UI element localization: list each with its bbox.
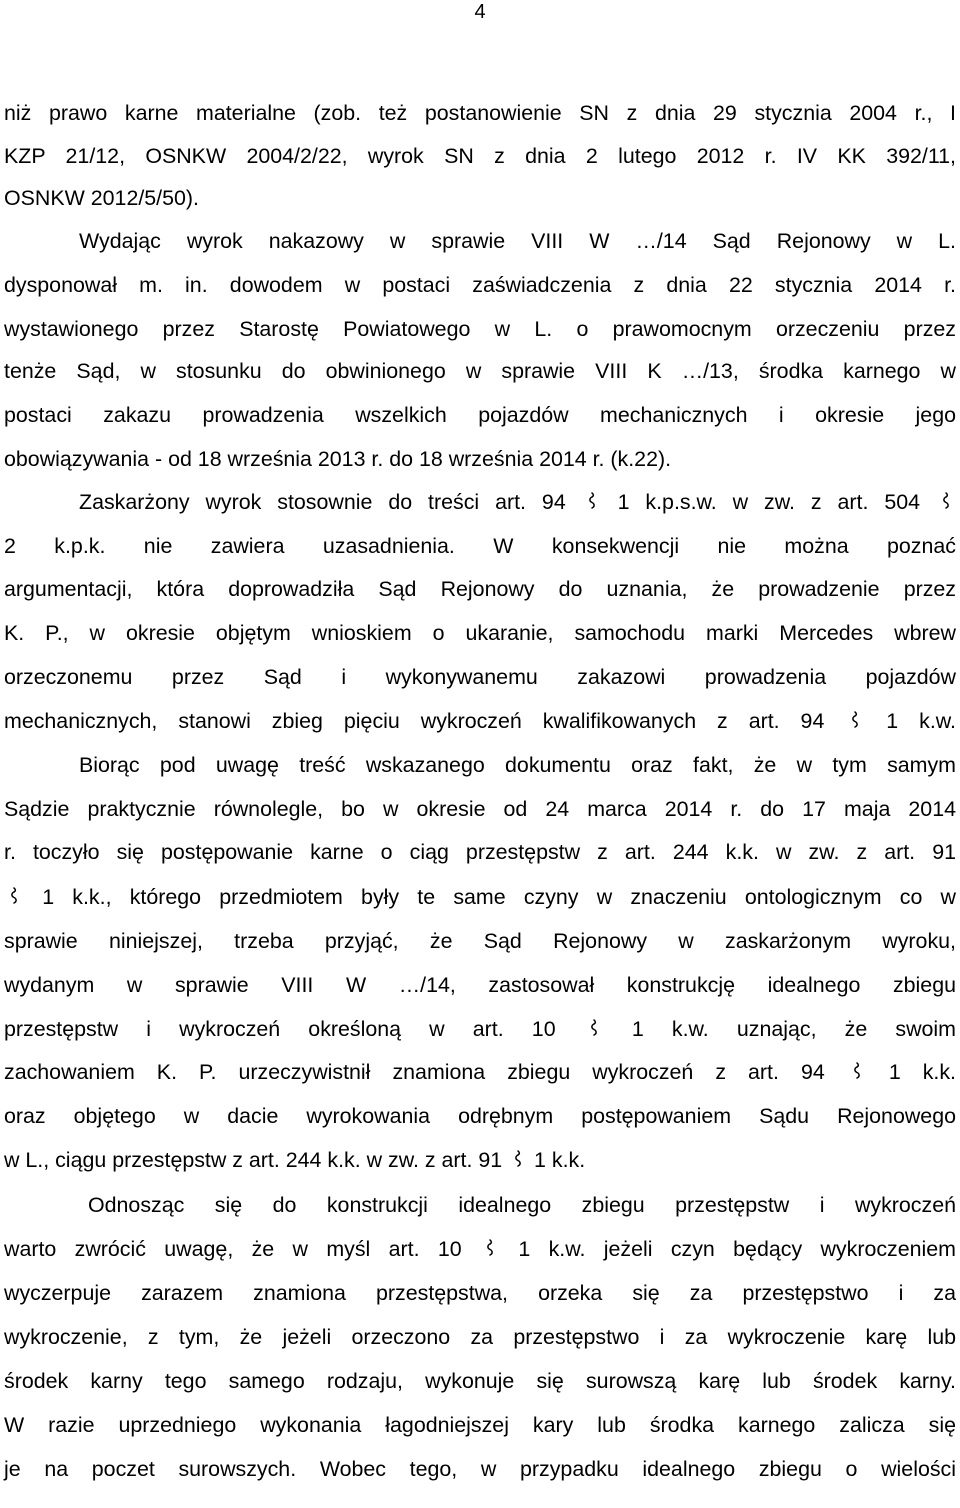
text-line [4,316,956,342]
text-line [4,1236,956,1262]
text-line [4,796,956,822]
text-line [4,402,956,428]
text-segment: je na poczet surowszych. Wobec tego, w przypadku idealnego zbiegu o wielości [4,1457,956,1481]
text-line [4,1456,956,1482]
text-segment: przestępstw i wykroczeń określoną w art. 10 [4,1017,556,1041]
text-line [4,1103,956,1129]
text-segment: warto zwrócić uwagę, że w myśl art. 10 [4,1237,462,1261]
text-line [4,839,956,865]
text-segment: wyczerpuje zarazem znamiona przestępstwa, orzeka się za przestępstwo i za [4,1281,956,1305]
text-line [4,708,956,734]
text-segment: sprawie niniejszej, trzeba przyjąć, że Sąd Rejonowy w zaskarżonym wyroku, [4,929,956,953]
text-line [4,620,956,646]
text-segment: wydanym w sprawie VIII W …/14, zastosował konstrukcję idealnego zbiegu [4,973,956,997]
text-line [4,664,956,690]
page-number: 4 [474,1,486,23]
text-segment: OSNKW 2012/5/50). [4,186,199,210]
text-line [4,1147,585,1173]
text-segment: Zaskarżony wyrok stosownie do treści art. 94 [79,490,566,514]
text-line [79,228,956,254]
text-line [4,185,199,211]
text-segment: 1 k.k., którego przedmiotem były te same czyny w znaczeniu ontologicznym co w [42,885,956,909]
section-sign-icon [508,1149,528,1171]
text-line [4,358,956,384]
text-line [4,1016,956,1042]
text-segment: 1 k.w. uznając, że swoim [631,1017,957,1041]
section-sign-icon [4,886,24,908]
section-sign-icon [936,491,956,513]
text-line [4,100,956,126]
section-sign-icon [584,1018,604,1040]
text-segment: orzeczonemu przez Sąd i wykonywanemu zakazowi prowadzenia pojazdów [4,665,956,689]
text-segment: r. toczyło się postępowanie karne o ciąg przestępstw z art. 244 k.k. w zw. z art. 91 [4,840,956,864]
section-sign-icon [847,1061,867,1083]
text-segment: argumentacji, która doprowadziła Sąd Rejonowy do uznania, że prowadzenie przez [4,577,956,601]
text-segment: KZP 21/12, OSNKW 2004/2/22, wyrok SN z dnia 2 lutego 2012 r. IV KK 392/11, [4,144,956,168]
text-line [4,533,956,559]
text-segment: 2 k.p.k. nie zawiera uzasadnienia. W konsekwencji nie można poznać [4,534,956,558]
text-line [4,884,956,910]
text-line [4,1368,956,1394]
text-segment: w L., ciągu przestępstw z art. 244 k.k. w zw. z art. 91 [4,1148,503,1172]
section-sign-icon [480,1238,500,1260]
text-segment: W razie uprzedniego wykonania łagodniejszej kary lub środka karnego zalicza się [4,1413,956,1437]
text-segment: zachowaniem K. P. urzeczywistnił znamiona zbiegu wykroczeń z art. 94 [4,1060,825,1084]
text-line [88,1192,956,1218]
text-line [4,143,956,169]
text-line [4,972,956,998]
text-segment: 1 k.k. [534,1148,586,1172]
text-segment: tenże Sąd, w stosunku do obwinionego w sprawie VIII K …/13, środka karnego w [4,359,956,383]
text-segment: 1 k.w. [886,709,956,733]
text-line [4,446,671,472]
text-segment: oraz objętego w dacie wyrokowania odrębnym postępowaniem Sądu Rejonowego [4,1104,956,1128]
text-segment: wykroczenie, z tym, że jeżeli orzeczono za przestępstwo i za wykroczenie karę lub [4,1325,956,1349]
text-segment: obowiązywania - od 18 września 2013 r. do 18 września 2014 r. (k.22). [4,447,672,471]
text-line [4,1059,956,1085]
text-segment: 1 k.p.s.w. w zw. z art. 504 [617,490,921,514]
text-segment: Sądzie praktycznie równolegle, bo w okresie od 24 marca 2014 r. do 17 maja 2014 [4,797,956,821]
text-segment: Odnosząc się do konstrukcji idealnego zbiegu przestępstw i wykroczeń [88,1193,956,1217]
text-line [4,928,956,954]
section-sign-icon [845,710,865,732]
text-segment: postaci zakazu prowadzenia wszelkich pojazdów mechanicznych i okresie jego [4,403,956,427]
text-segment: K. P., w okresie objętym wnioskiem o ukaranie, samochodu marki Mercedes wbrew [4,621,956,645]
section-sign-icon [582,491,602,513]
text-line [79,489,956,515]
text-line [4,576,956,602]
text-line [4,1280,956,1306]
text-segment: wystawionego przez Starostę Powiatowego w L. o prawomocnym orzeczeniu przez [4,317,956,341]
text-segment: środek karny tego samego rodzaju, wykonuje się surowszą karę lub środek karny. [4,1369,956,1393]
text-segment: Biorąc pod uwagę treść wskazanego dokumentu oraz fakt, że w tym samym [79,753,956,777]
text-line [4,272,956,298]
text-segment: dysponował m. in. dowodem w postaci zaświadczenia z dnia 22 stycznia 2014 r. [4,273,956,297]
text-line [4,1324,956,1350]
text-segment: niż prawo karne materialne (zob. też postanowienie SN z dnia 29 stycznia 2004 r., I [4,101,956,125]
text-segment: mechanicznych, stanowi zbieg pięciu wykroczeń kwalifikowanych z art. 94 [4,709,825,733]
text-segment: 1 k.w. jeżeli czyn będący wykroczeniem [518,1237,956,1261]
text-segment: 1 k.k. [888,1060,957,1084]
text-line [79,752,956,778]
text-line [4,1412,956,1438]
text-segment: Wydając wyrok nakazowy w sprawie VIII W …/14 Sąd Rejonowy w L. [79,229,956,253]
